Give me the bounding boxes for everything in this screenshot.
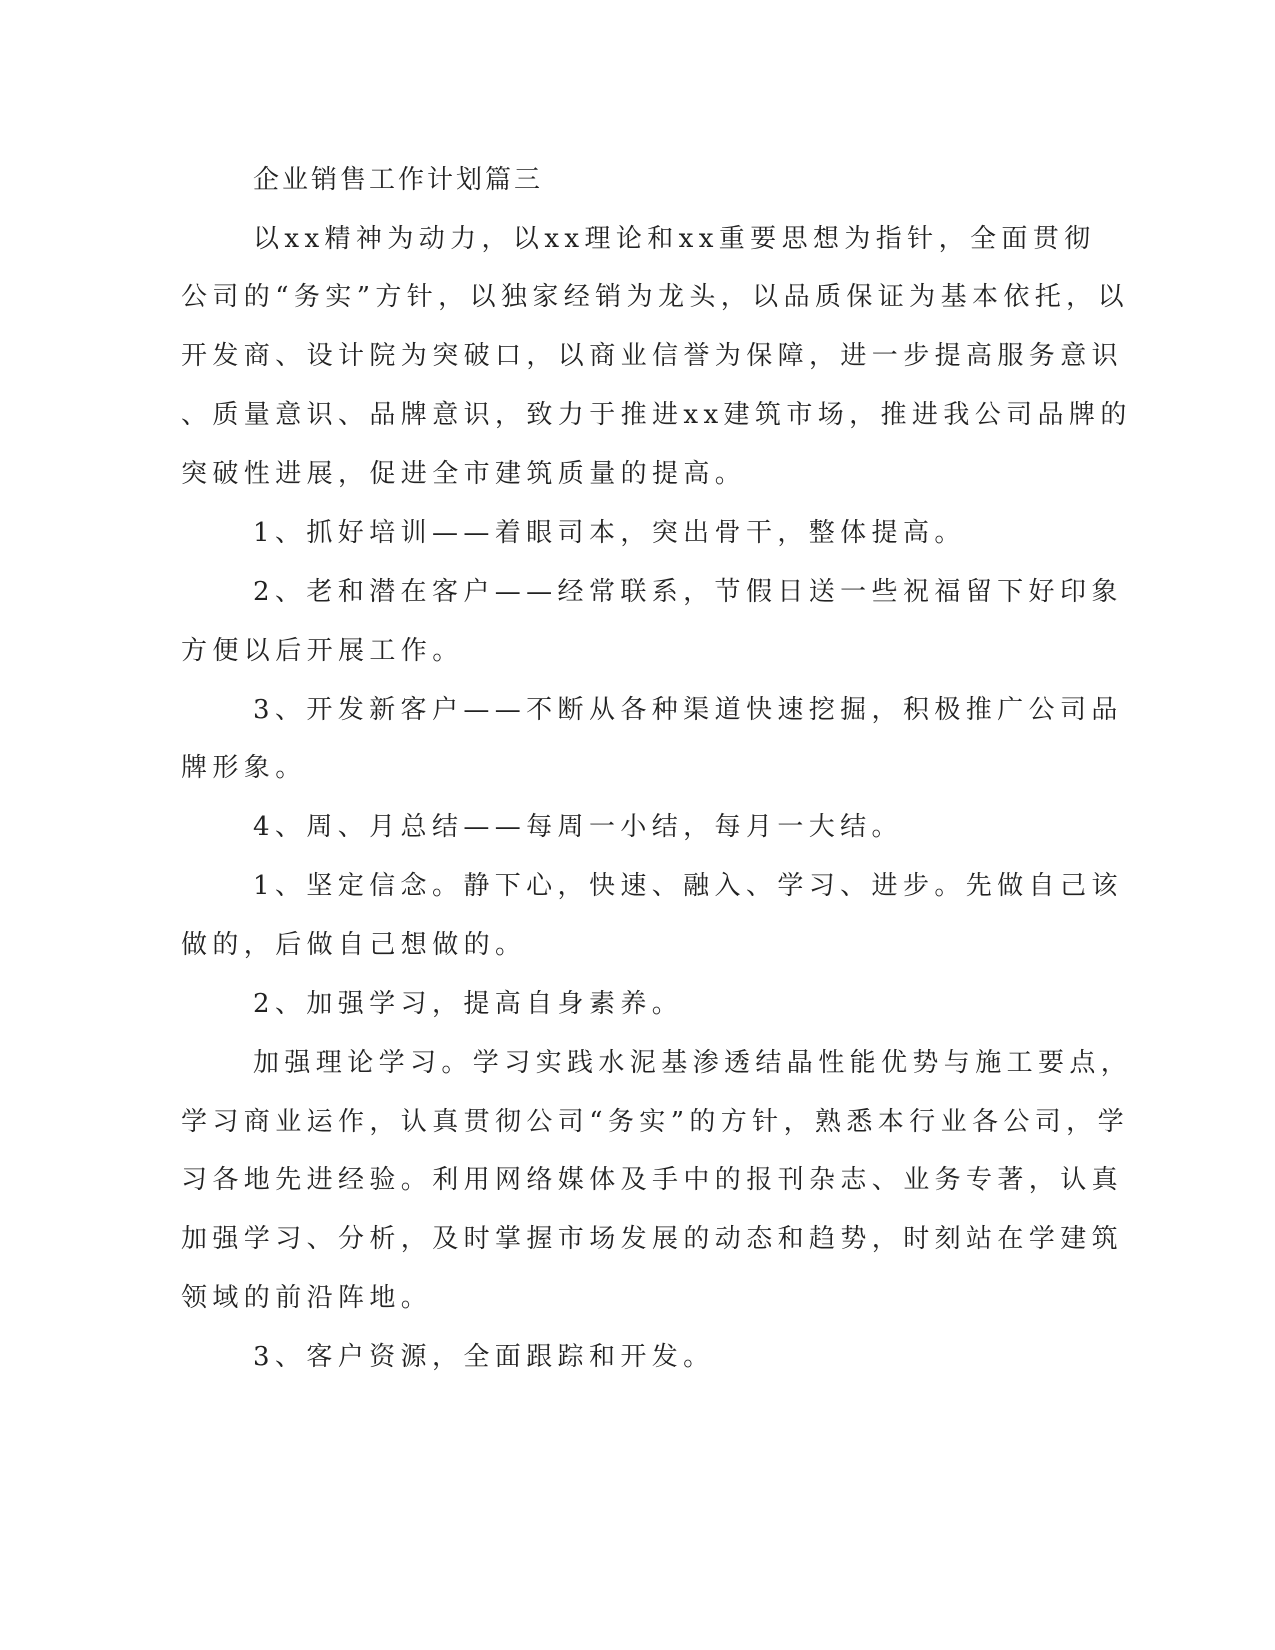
- paragraph-line: 加强学习、分析，及时掌握市场发展的动态和趋势，时刻站在学建筑: [181, 1224, 1124, 1254]
- paragraph-line: 以xx精神为动力，以xx理论和xx重要思想为指针，全面贯彻: [253, 224, 1096, 254]
- paragraph-line: 加强理论学习。学习实践水泥基渗透结晶性能优势与施工要点，: [253, 1048, 1133, 1078]
- list-item: 1、抓好培训——着眼司本，突出骨干，整体提高。: [253, 518, 966, 548]
- list-item: 2、加强学习，提高自身素养。: [253, 989, 684, 1019]
- list-item: 4、周、月总结——每周一小结，每月一大结。: [253, 812, 903, 842]
- paragraph-line: 方便以后开展工作。: [181, 636, 464, 666]
- paragraph-line: 公司的“务实”方针，以独家经销为龙头，以品质保证为基本依托，以: [181, 282, 1129, 312]
- paragraph-line: 、质量意识、品牌意识，致力于推进xx建筑市场，推进我公司品牌的: [181, 400, 1132, 430]
- list-item: 3、客户资源，全面跟踪和开发。: [253, 1342, 715, 1372]
- document-title: 企业销售工作计划篇三: [253, 165, 544, 195]
- paragraph-line: 领域的前沿阵地。: [181, 1283, 433, 1313]
- list-item: 1、坚定信念。静下心，快速、融入、学习、进步。先做自己该: [253, 871, 1123, 901]
- paragraph-line: 牌形象。: [181, 753, 307, 783]
- paragraph-line: 习各地先进经验。利用网络媒体及手中的报刊杂志、业务专著，认真: [181, 1165, 1124, 1195]
- paragraph-line: 做的，后做自己想做的。: [181, 930, 527, 960]
- paragraph-line: 开发商、设计院为突破口，以商业信誉为保障，进一步提高服务意识: [181, 341, 1124, 371]
- paragraph-line: 学习商业运作，认真贯彻公司“务实”的方针，熟悉本行业各公司，学: [181, 1107, 1129, 1137]
- paragraph-line: 突破性进展，促进全市建筑质量的提高。: [181, 459, 747, 489]
- list-item: 3、开发新客户——不断从各种渠道快速挖掘，积极推广公司品: [253, 695, 1123, 725]
- list-item: 2、老和潜在客户——经常联系，节假日送一些祝福留下好印象: [253, 577, 1123, 607]
